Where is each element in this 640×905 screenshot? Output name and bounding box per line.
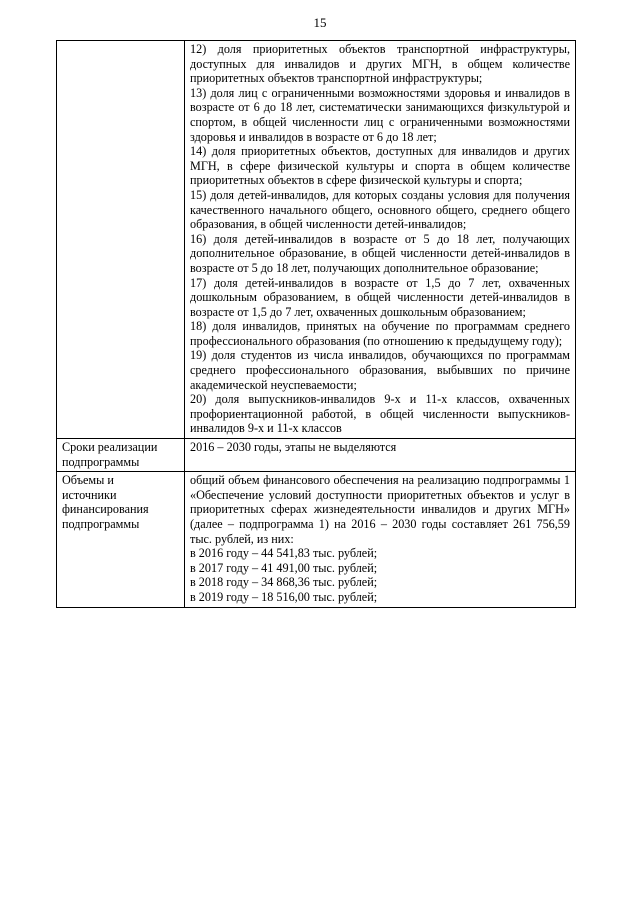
page-number: 15	[313, 15, 327, 30]
finance-label-line: источники	[62, 487, 117, 502]
finance-label	[57, 472, 185, 607]
finance-label-line: Объемы и	[62, 473, 114, 488]
finance-year-item: в 2017 году – 41 491,00 тыс. рублей;	[190, 560, 378, 575]
indicator-item: 15) доля детей-инвалидов, для которых созданы условия для получения качественного начального общего, основного общего, среднего общего образования, в общей численности детей-инвалидов;	[190, 187, 570, 232]
finance-value	[185, 472, 576, 607]
indicator-item: 17) доля детей-инвалидов в возрасте от 1,5 до 7 лет, охваченных дошкольным образованием, в общей численности детей-инвалидов в возрасте от 1,5 до 7 лет, охваченных дошкольным образованием;	[190, 275, 570, 319]
indicator-item: 14) доля приоритетных объектов, доступных для инвалидов и других МГН, в сфере физической культуры и спорта в общем количестве приоритетных объектов в сфере физической культуры и спорта;	[190, 144, 570, 188]
table-row-finance	[57, 472, 576, 607]
finance-year-item: в 2018 году – 34 868,36 тыс. рублей;	[190, 575, 378, 590]
table-row-indicators	[57, 41, 576, 439]
period-value: 2016 – 2030 годы, этапы не выделяются	[185, 439, 576, 472]
finance-year-item: в 2019 году – 18 516,00 тыс. рублей;	[190, 589, 378, 604]
table-row-period	[57, 439, 576, 472]
indicator-item: 18) доля инвалидов, принятых на обучение по программам среднего профессионального образования (по отношению к предыдущему году);	[190, 319, 570, 348]
period-label-line: Сроки реализации	[62, 440, 158, 455]
indicator-item: 19) доля студентов из числа инвалидов, обучающихся по программам среднего профессионального образования, выбывших по причине академической неуспеваемости;	[190, 348, 570, 392]
subprogram-passport-table	[56, 40, 576, 608]
finance-intro: общий объем финансового обеспечения на реализацию подпрограммы 1 «Обеспечение условий доступности приоритетных объектов и услуг в приоритетных сферах жизнедеятельности инвалидов и других МГН» (далее – подпрограмма 1) на 2016 – 2030 годы составляет 261 756,59 тыс. рублей, из них:	[190, 473, 570, 546]
indicators-label-cell	[57, 41, 185, 439]
finance-label-line: финансирования	[62, 502, 149, 517]
finance-year-item: в 2016 году – 44 541,83 тыс. рублей;	[190, 546, 378, 561]
indicators-value-cell	[185, 41, 576, 439]
period-label-line: подпрограммы	[62, 454, 140, 469]
indicator-item: 20) доля выпускников-инвалидов 9-х и 11-х классов, охваченных профориентационной работой, в общей численности выпускников-инвалидов 9-х и 11-х классов	[190, 392, 570, 436]
indicator-item: 13) доля лиц с ограниченными возможностями здоровья и инвалидов в возрасте от 6 до 18 лет, систематически занимающихся физкультурой и спортом, в общей численности лиц с ограниченными возможностями здоровья и инвалидов в возрасте от 6 до 18 лет;	[190, 85, 570, 144]
indicator-item: 16) доля детей-инвалидов в возрасте от 5 до 18 лет, получающих дополнительное образование, в общей численности детей-инвалидов в возрасте от 5 до 18 лет, получающих дополнительное образование;	[190, 231, 570, 275]
indicator-item: 12) доля приоритетных объектов транспортной инфраструктуры, доступных для инвалидов и других МГН, в общем количестве приоритетных объектов транспортной инфраструктуры;	[190, 42, 570, 86]
period-label	[57, 439, 185, 472]
finance-label-line: подпрограммы	[62, 517, 140, 531]
